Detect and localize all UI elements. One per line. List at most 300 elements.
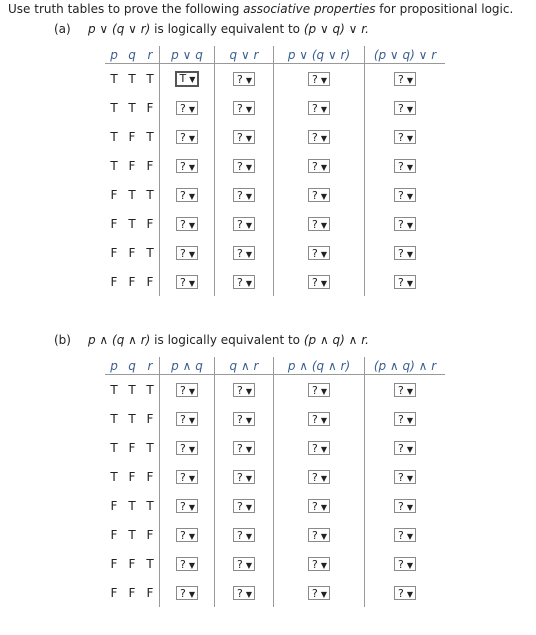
cell-q: T — [128, 187, 136, 202]
dropdown-value: ? — [312, 188, 318, 202]
cell-col3 — [274, 238, 365, 267]
dropdown-value: ? — [312, 130, 318, 144]
cell-p: F — [110, 274, 118, 289]
answer-dropdown[interactable] — [176, 499, 198, 513]
chevron-down-icon: ▼ — [320, 104, 327, 114]
cell-r: F — [141, 462, 160, 491]
cell-col2 — [215, 462, 274, 491]
cell-r: T — [141, 238, 160, 267]
answer-dropdown[interactable] — [394, 557, 416, 571]
cell-q: F — [128, 274, 136, 289]
answer-dropdown[interactable] — [308, 528, 330, 542]
answer-dropdown[interactable] — [176, 246, 198, 260]
cell-p: F — [110, 216, 118, 231]
cell-col3 — [274, 520, 365, 549]
cell-col1 — [160, 375, 215, 405]
answer-dropdown[interactable] — [394, 383, 416, 397]
dropdown-value: ? — [180, 528, 186, 542]
dropdown-value: ? — [237, 586, 243, 600]
dropdown-value: ? — [237, 412, 243, 426]
dropdown-value: T — [179, 71, 187, 85]
cell-r: T — [141, 180, 160, 209]
cell-col3 — [274, 180, 365, 209]
answer-dropdown[interactable] — [394, 499, 416, 513]
dropdown-value: ? — [312, 275, 318, 289]
answer-dropdown[interactable] — [308, 188, 330, 202]
answer-dropdown[interactable] — [308, 217, 330, 231]
chevron-down-icon: ▼ — [406, 560, 413, 570]
cell-r: T — [141, 64, 160, 94]
answer-dropdown[interactable] — [394, 275, 416, 289]
cell-col3 — [274, 267, 365, 296]
cell-col2 — [215, 520, 274, 549]
chevron-down-icon: ▼ — [406, 415, 413, 425]
dropdown-value: ? — [237, 557, 243, 571]
cell-p: F — [110, 527, 118, 542]
answer-dropdown[interactable] — [233, 557, 255, 571]
answer-dropdown[interactable] — [394, 130, 416, 144]
chevron-down-icon: ▼ — [406, 133, 413, 143]
answer-dropdown[interactable] — [308, 101, 330, 115]
cell-col1 — [160, 491, 215, 520]
dropdown-value: ? — [398, 101, 404, 115]
answer-dropdown[interactable] — [308, 412, 330, 426]
part-statement — [54, 22, 369, 36]
answer-dropdown[interactable] — [394, 470, 416, 484]
dropdown-value: ? — [237, 528, 243, 542]
answer-dropdown[interactable] — [394, 159, 416, 173]
dropdown-value: ? — [398, 383, 404, 397]
answer-dropdown[interactable] — [308, 246, 330, 260]
cell-col3 — [274, 122, 365, 151]
table-row — [105, 64, 445, 94]
chevron-down-icon: ▼ — [320, 444, 327, 454]
dropdown-value: ? — [180, 557, 186, 571]
dropdown-value: ? — [398, 217, 404, 231]
cell-col2 — [215, 238, 274, 267]
answer-dropdown[interactable] — [176, 275, 198, 289]
header-col2: q ∧ r — [215, 357, 274, 375]
chevron-down-icon: ▼ — [320, 278, 327, 288]
chevron-down-icon: ▼ — [406, 502, 413, 512]
dropdown-value: ? — [398, 412, 404, 426]
header-col2: q ∨ r — [215, 46, 274, 64]
instructions-emphasis: associative properties — [243, 2, 376, 16]
cell-col2 — [215, 549, 274, 578]
answer-dropdown[interactable] — [233, 188, 255, 202]
chevron-down-icon: ▼ — [188, 278, 195, 288]
dropdown-value: ? — [237, 159, 243, 173]
cell-col3 — [274, 375, 365, 405]
dropdown-value: ? — [180, 499, 186, 513]
chevron-down-icon: ▼ — [188, 104, 195, 114]
dropdown-value: ? — [237, 470, 243, 484]
cell-q: T — [128, 216, 136, 231]
statement-right: (p ∨ q) ∨ r. — [303, 22, 369, 36]
cell-col1 — [160, 578, 215, 607]
chevron-down-icon: ▼ — [406, 444, 413, 454]
statement-right: (p ∧ q) ∧ r. — [303, 333, 369, 347]
cell-r: T — [141, 122, 160, 151]
cell-q: F — [128, 245, 136, 260]
dropdown-value: ? — [312, 412, 318, 426]
cell-col1 — [160, 404, 215, 433]
cell-col1 — [160, 209, 215, 238]
answer-dropdown[interactable] — [308, 470, 330, 484]
chevron-down-icon: ▼ — [245, 502, 252, 512]
chevron-down-icon: ▼ — [406, 162, 413, 172]
chevron-down-icon: ▼ — [406, 531, 413, 541]
cell-q: T — [128, 382, 136, 397]
cell-col3 — [274, 64, 365, 94]
chevron-down-icon: ▼ — [406, 191, 413, 201]
dropdown-value: ? — [180, 275, 186, 289]
cell-col4 — [365, 180, 446, 209]
chevron-down-icon: ▼ — [320, 249, 327, 259]
dropdown-value: ? — [312, 217, 318, 231]
answer-dropdown[interactable] — [233, 499, 255, 513]
answer-dropdown[interactable] — [176, 470, 198, 484]
cell-col4 — [365, 93, 446, 122]
dropdown-value: ? — [237, 383, 243, 397]
answer-dropdown[interactable] — [233, 275, 255, 289]
cell-col4 — [365, 433, 446, 462]
answer-dropdown[interactable] — [394, 246, 416, 260]
dropdown-value: ? — [180, 246, 186, 260]
cell-col2 — [215, 404, 274, 433]
chevron-down-icon: ▼ — [245, 415, 252, 425]
cell-r: F — [141, 578, 160, 607]
instructions-text-end: for propositional logic. — [375, 2, 514, 16]
table-row — [105, 491, 445, 520]
cell-col1 — [160, 122, 215, 151]
chevron-down-icon: ▼ — [320, 75, 327, 85]
statement-left: p ∧ (q ∧ r) — [88, 333, 151, 347]
chevron-down-icon: ▼ — [245, 278, 252, 288]
cell-col2 — [215, 267, 274, 296]
cell-col3 — [274, 491, 365, 520]
answer-dropdown[interactable] — [308, 275, 330, 289]
cell-col4 — [365, 151, 446, 180]
answer-dropdown[interactable] — [308, 557, 330, 571]
cell-col3 — [274, 578, 365, 607]
cell-p: T — [110, 100, 118, 115]
answer-dropdown[interactable] — [394, 188, 416, 202]
header-col4: (p ∧ q) ∧ r — [365, 357, 446, 375]
truth-table — [105, 46, 445, 296]
cell-col2 — [215, 122, 274, 151]
dropdown-value: ? — [237, 246, 243, 260]
dropdown-value: ? — [398, 246, 404, 260]
dropdown-value: ? — [180, 586, 186, 600]
cell-p: F — [110, 245, 118, 260]
dropdown-value: ? — [398, 130, 404, 144]
answer-dropdown[interactable] — [233, 101, 255, 115]
table-row — [105, 238, 445, 267]
header-row — [105, 357, 445, 375]
cell-r: F — [141, 520, 160, 549]
answer-dropdown[interactable] — [233, 470, 255, 484]
dropdown-value: ? — [312, 586, 318, 600]
answer-dropdown[interactable] — [394, 412, 416, 426]
table-row — [105, 462, 445, 491]
dropdown-value: ? — [312, 441, 318, 455]
cell-col4 — [365, 375, 446, 405]
answer-dropdown[interactable] — [176, 528, 198, 542]
cell-col3 — [274, 404, 365, 433]
cell-r: F — [141, 267, 160, 296]
part-statement — [54, 333, 369, 347]
cell-r: F — [141, 404, 160, 433]
table-row — [105, 180, 445, 209]
chevron-down-icon: ▼ — [188, 444, 195, 454]
cell-q: F — [128, 158, 136, 173]
chevron-down-icon: ▼ — [188, 415, 195, 425]
answer-dropdown[interactable] — [176, 159, 198, 173]
dropdown-value: ? — [180, 159, 186, 173]
cell-col1 — [160, 433, 215, 462]
cell-col3 — [274, 209, 365, 238]
cell-col2 — [215, 64, 274, 94]
dropdown-value: ? — [398, 528, 404, 542]
answer-dropdown[interactable] — [233, 217, 255, 231]
cell-col2 — [215, 93, 274, 122]
chevron-down-icon: ▼ — [245, 75, 252, 85]
chevron-down-icon: ▼ — [188, 249, 195, 259]
chevron-down-icon: ▼ — [406, 249, 413, 259]
cell-col4 — [365, 238, 446, 267]
dropdown-value: ? — [398, 470, 404, 484]
header-r: r — [141, 46, 160, 64]
table-row — [105, 375, 445, 405]
cell-p: F — [110, 556, 118, 571]
cell-q: F — [128, 469, 136, 484]
dropdown-value: ? — [237, 188, 243, 202]
dropdown-value: ? — [312, 72, 318, 86]
cell-p: T — [110, 71, 118, 86]
answer-dropdown[interactable] — [233, 441, 255, 455]
chevron-down-icon: ▼ — [188, 386, 195, 396]
instructions — [8, 2, 513, 16]
chevron-down-icon: ▼ — [406, 386, 413, 396]
table-row — [105, 267, 445, 296]
answer-dropdown[interactable] — [308, 586, 330, 600]
chevron-down-icon: ▼ — [320, 473, 327, 483]
chevron-down-icon: ▼ — [245, 249, 252, 259]
cell-p: F — [110, 498, 118, 513]
part-letter: (b) — [54, 333, 71, 347]
answer-dropdown[interactable] — [176, 101, 198, 115]
chevron-down-icon: ▼ — [245, 191, 252, 201]
cell-col4 — [365, 64, 446, 94]
dropdown-value: ? — [180, 130, 186, 144]
cell-col1 — [160, 238, 215, 267]
chevron-down-icon: ▼ — [245, 531, 252, 541]
chevron-down-icon: ▼ — [245, 133, 252, 143]
dropdown-value: ? — [180, 412, 186, 426]
answer-dropdown[interactable] — [308, 383, 330, 397]
chevron-down-icon: ▼ — [188, 133, 195, 143]
statement-mid: is logically equivalent to — [150, 333, 304, 347]
chevron-down-icon: ▼ — [188, 531, 195, 541]
answer-dropdown[interactable] — [176, 130, 198, 144]
chevron-down-icon: ▼ — [320, 560, 327, 570]
statement-left: p ∨ (q ∨ r) — [88, 22, 151, 36]
dropdown-value: ? — [312, 159, 318, 173]
answer-dropdown[interactable] — [175, 71, 200, 87]
answer-dropdown[interactable] — [394, 528, 416, 542]
cell-col4 — [365, 520, 446, 549]
dropdown-value: ? — [398, 586, 404, 600]
truth-table — [105, 357, 445, 607]
answer-dropdown[interactable] — [308, 159, 330, 173]
chevron-down-icon: ▼ — [406, 220, 413, 230]
answer-dropdown[interactable] — [233, 72, 255, 86]
cell-p: T — [110, 440, 118, 455]
chevron-down-icon: ▼ — [188, 220, 195, 230]
chevron-down-icon: ▼ — [406, 473, 413, 483]
cell-col2 — [215, 151, 274, 180]
chevron-down-icon: ▼ — [245, 220, 252, 230]
dropdown-value: ? — [237, 72, 243, 86]
table-row — [105, 549, 445, 578]
cell-col1 — [160, 267, 215, 296]
cell-col3 — [274, 433, 365, 462]
cell-r: T — [141, 491, 160, 520]
answer-dropdown[interactable] — [176, 217, 198, 231]
chevron-down-icon: ▼ — [320, 220, 327, 230]
table-row — [105, 93, 445, 122]
answer-dropdown[interactable] — [394, 586, 416, 600]
chevron-down-icon: ▼ — [320, 133, 327, 143]
cell-p: T — [110, 411, 118, 426]
answer-dropdown[interactable] — [233, 412, 255, 426]
chevron-down-icon: ▼ — [188, 191, 195, 201]
header-col3: p ∨ (q ∨ r) — [274, 46, 365, 64]
dropdown-value: ? — [237, 441, 243, 455]
answer-dropdown[interactable] — [394, 441, 416, 455]
dropdown-value: ? — [398, 499, 404, 513]
answer-dropdown[interactable] — [308, 499, 330, 513]
dropdown-value: ? — [312, 383, 318, 397]
answer-dropdown[interactable] — [308, 72, 330, 86]
answer-dropdown[interactable] — [233, 383, 255, 397]
header-p: p — [105, 357, 123, 375]
cell-col1 — [160, 64, 215, 94]
answer-dropdown[interactable] — [233, 528, 255, 542]
dropdown-value: ? — [312, 101, 318, 115]
table-row — [105, 151, 445, 180]
cell-col4 — [365, 209, 446, 238]
dropdown-value: ? — [398, 159, 404, 173]
answer-dropdown[interactable] — [308, 441, 330, 455]
answer-dropdown[interactable] — [394, 72, 416, 86]
chevron-down-icon: ▼ — [245, 104, 252, 114]
cell-col4 — [365, 122, 446, 151]
chevron-down-icon: ▼ — [320, 531, 327, 541]
answer-dropdown[interactable] — [176, 188, 198, 202]
dropdown-value: ? — [180, 188, 186, 202]
dropdown-value: ? — [237, 217, 243, 231]
dropdown-value: ? — [398, 441, 404, 455]
cell-q: F — [128, 129, 136, 144]
chevron-down-icon: ▼ — [188, 473, 195, 483]
cell-col1 — [160, 462, 215, 491]
cell-r: T — [141, 433, 160, 462]
answer-dropdown[interactable] — [176, 441, 198, 455]
chevron-down-icon: ▼ — [406, 104, 413, 114]
header-row — [105, 46, 445, 64]
answer-dropdown[interactable] — [176, 383, 198, 397]
instructions-text: Use truth tables to prove the following — [8, 2, 244, 16]
dropdown-value: ? — [180, 101, 186, 115]
header-q: q — [123, 46, 141, 64]
answer-dropdown[interactable] — [176, 557, 198, 571]
table-row — [105, 404, 445, 433]
cell-col1 — [160, 549, 215, 578]
chevron-down-icon: ▼ — [320, 191, 327, 201]
cell-col4 — [365, 578, 446, 607]
cell-p: F — [110, 585, 118, 600]
cell-col4 — [365, 462, 446, 491]
chevron-down-icon: ▼ — [320, 415, 327, 425]
answer-dropdown[interactable] — [176, 412, 198, 426]
answer-dropdown[interactable] — [233, 159, 255, 173]
chevron-down-icon: ▼ — [406, 75, 413, 85]
dropdown-value: ? — [398, 188, 404, 202]
cell-col2 — [215, 375, 274, 405]
cell-col1 — [160, 93, 215, 122]
cell-r: F — [141, 93, 160, 122]
chevron-down-icon: ▼ — [320, 386, 327, 396]
dropdown-value: ? — [398, 72, 404, 86]
answer-dropdown[interactable] — [308, 130, 330, 144]
cell-col3 — [274, 151, 365, 180]
dropdown-value: ? — [237, 275, 243, 289]
answer-dropdown[interactable] — [233, 130, 255, 144]
cell-col4 — [365, 491, 446, 520]
answer-dropdown[interactable] — [394, 101, 416, 115]
chevron-down-icon: ▼ — [245, 444, 252, 454]
cell-col2 — [215, 433, 274, 462]
chevron-down-icon: ▼ — [188, 162, 195, 172]
cell-col4 — [365, 404, 446, 433]
cell-col1 — [160, 520, 215, 549]
dropdown-value: ? — [180, 383, 186, 397]
answer-dropdown[interactable] — [233, 586, 255, 600]
dropdown-value: ? — [180, 441, 186, 455]
cell-col2 — [215, 209, 274, 238]
cell-p: T — [110, 382, 118, 397]
table-row — [105, 122, 445, 151]
cell-col3 — [274, 93, 365, 122]
cell-q: T — [128, 498, 136, 513]
cell-r: T — [141, 549, 160, 578]
answer-dropdown[interactable] — [394, 217, 416, 231]
cell-col4 — [365, 267, 446, 296]
cell-q: T — [128, 411, 136, 426]
table-row — [105, 578, 445, 607]
cell-q: T — [128, 71, 136, 86]
table-row — [105, 433, 445, 462]
header-col3: p ∧ (q ∧ r) — [274, 357, 365, 375]
answer-dropdown[interactable] — [233, 246, 255, 260]
cell-p: T — [110, 129, 118, 144]
chevron-down-icon: ▼ — [189, 74, 196, 84]
chevron-down-icon: ▼ — [245, 386, 252, 396]
statement-mid: is logically equivalent to — [150, 22, 304, 36]
answer-dropdown[interactable] — [176, 586, 198, 600]
